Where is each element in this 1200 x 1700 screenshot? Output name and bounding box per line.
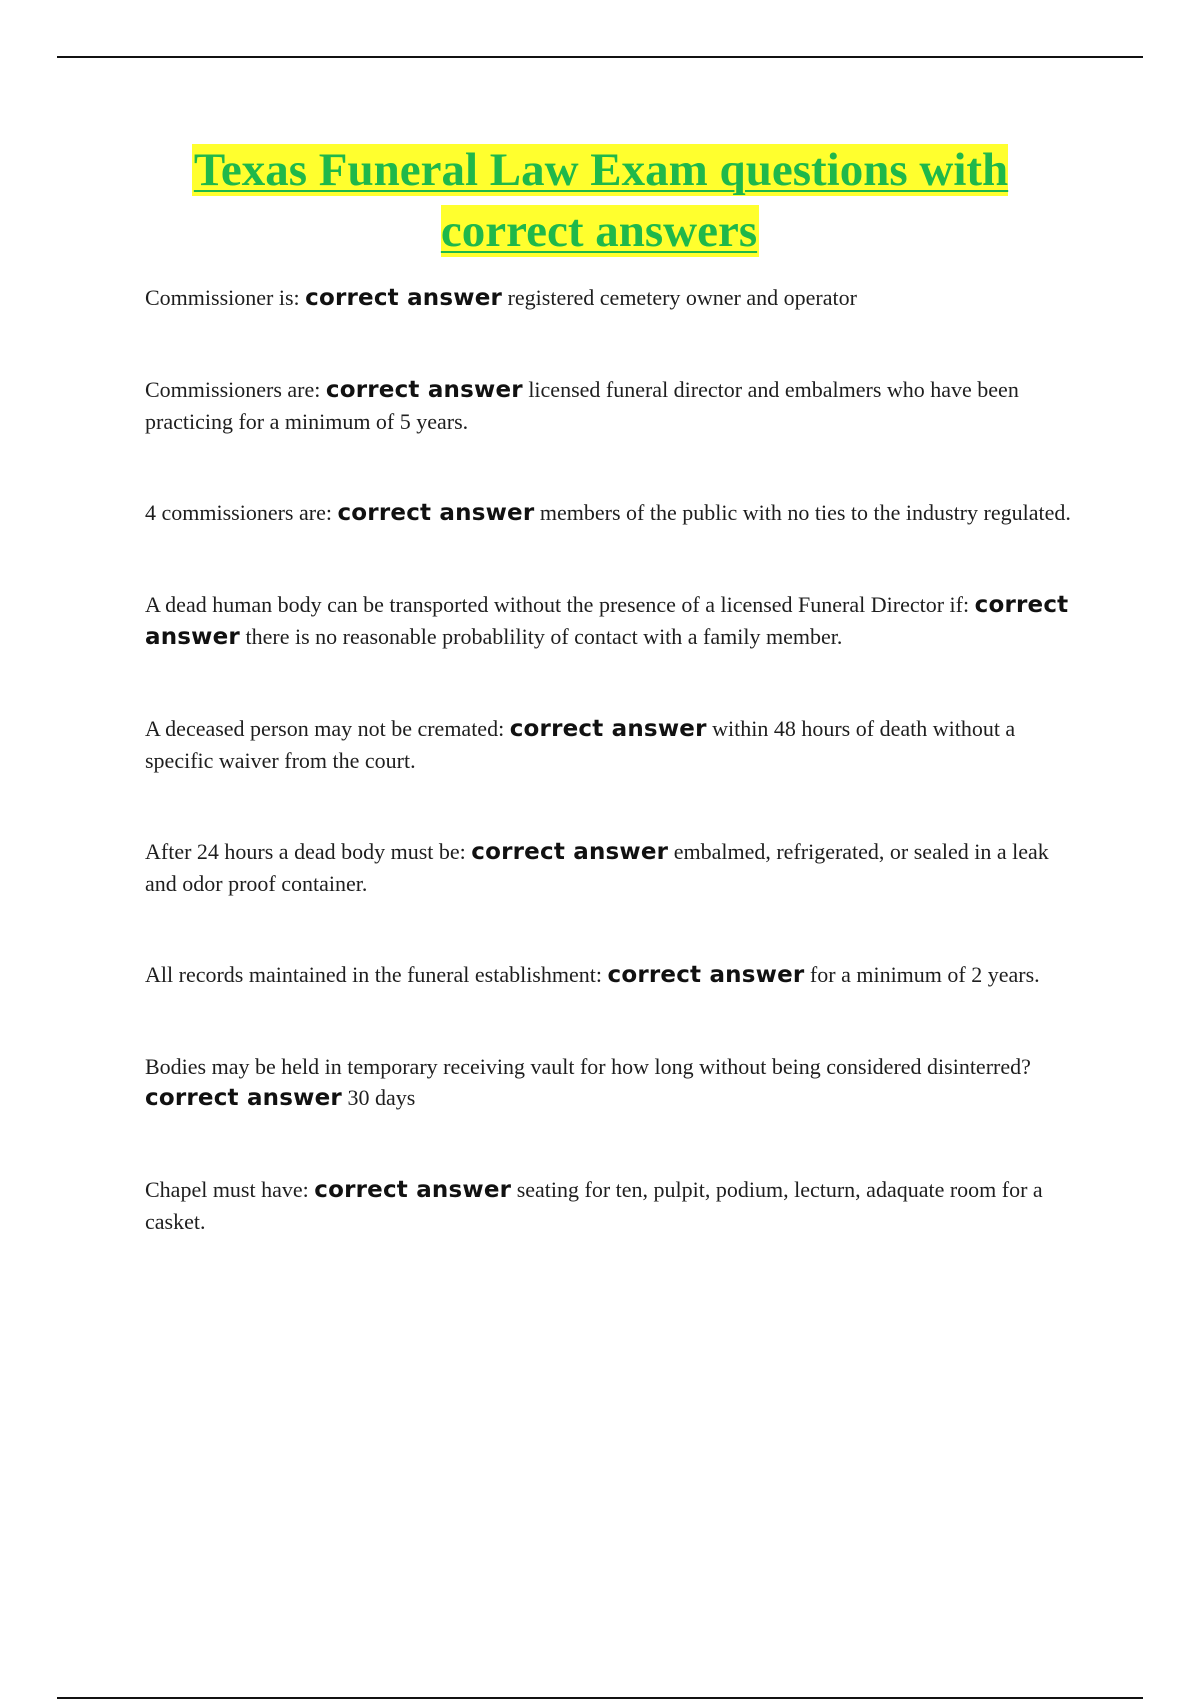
- answer-text: for a minimum of 2 years.: [809, 962, 1040, 987]
- answer-tag: correct answer: [325, 377, 523, 403]
- answer-text: 30 days: [347, 1085, 416, 1110]
- answer-tag: correct answer: [145, 1085, 342, 1111]
- answer-tag: correct answer: [314, 1177, 512, 1203]
- question-text: Commissioner is:: [145, 285, 300, 310]
- qa-item: [145, 1174, 1085, 1237]
- answer-text: there is no reasonable probablility of contact with a family member.: [245, 624, 843, 649]
- answer-text: members of the public with no ties to the industry regulated.: [539, 500, 1071, 525]
- answer-text: registered cemetery owner and operator: [507, 285, 857, 310]
- question-text: Commissioners are:: [145, 377, 321, 402]
- question-text: Chapel must have:: [145, 1177, 309, 1202]
- answer-tag: correct answer: [145, 592, 1069, 650]
- document-title: [120, 140, 1080, 262]
- bottom-divider: [57, 1697, 1143, 1699]
- qa-item: [145, 589, 1085, 653]
- qa-item: [145, 1051, 1085, 1114]
- qa-item: [145, 497, 1085, 529]
- answer-text: licensed funeral director and embalmers who have been practicing for a minimum of 5 years.: [145, 377, 1019, 434]
- qa-item: [145, 713, 1085, 776]
- question-text: A deceased person may not be cremated:: [145, 716, 505, 741]
- answer-tag: correct answer: [337, 500, 535, 526]
- document-title-text: Texas Funeral Law Exam questions with correct answers: [193, 144, 1009, 257]
- answer-tag: correct answer: [509, 716, 707, 742]
- answer-text: embalmed, refrigerated, or sealed in a leak and odor proof container.: [145, 839, 1049, 896]
- answer-tag: correct answer: [305, 285, 503, 311]
- answer-text: within 48 hours of death without a specific waiver from the court.: [145, 716, 1016, 773]
- qa-item: [145, 282, 1085, 314]
- answer-tag: correct answer: [607, 962, 805, 988]
- qa-list: [145, 282, 1085, 1297]
- qa-item: [145, 374, 1085, 437]
- question-text: After 24 hours a dead body must be:: [145, 839, 466, 864]
- question-text: Bodies may be held in temporary receiving vault for how long without being considered disinterred?: [145, 1054, 1031, 1079]
- question-text: All records maintained in the funeral establishment:: [145, 962, 602, 987]
- answer-text: seating for ten, pulpit, podium, lecturn, adaquate room for a casket.: [145, 1177, 1043, 1234]
- answer-tag: correct answer: [471, 839, 669, 865]
- qa-item: [145, 959, 1085, 991]
- top-divider: [57, 56, 1143, 58]
- question-text: A dead human body can be transported without the presence of a licensed Funeral Director if:: [145, 592, 970, 617]
- qa-item: [145, 836, 1085, 899]
- question-text: 4 commissioners are:: [145, 500, 332, 525]
